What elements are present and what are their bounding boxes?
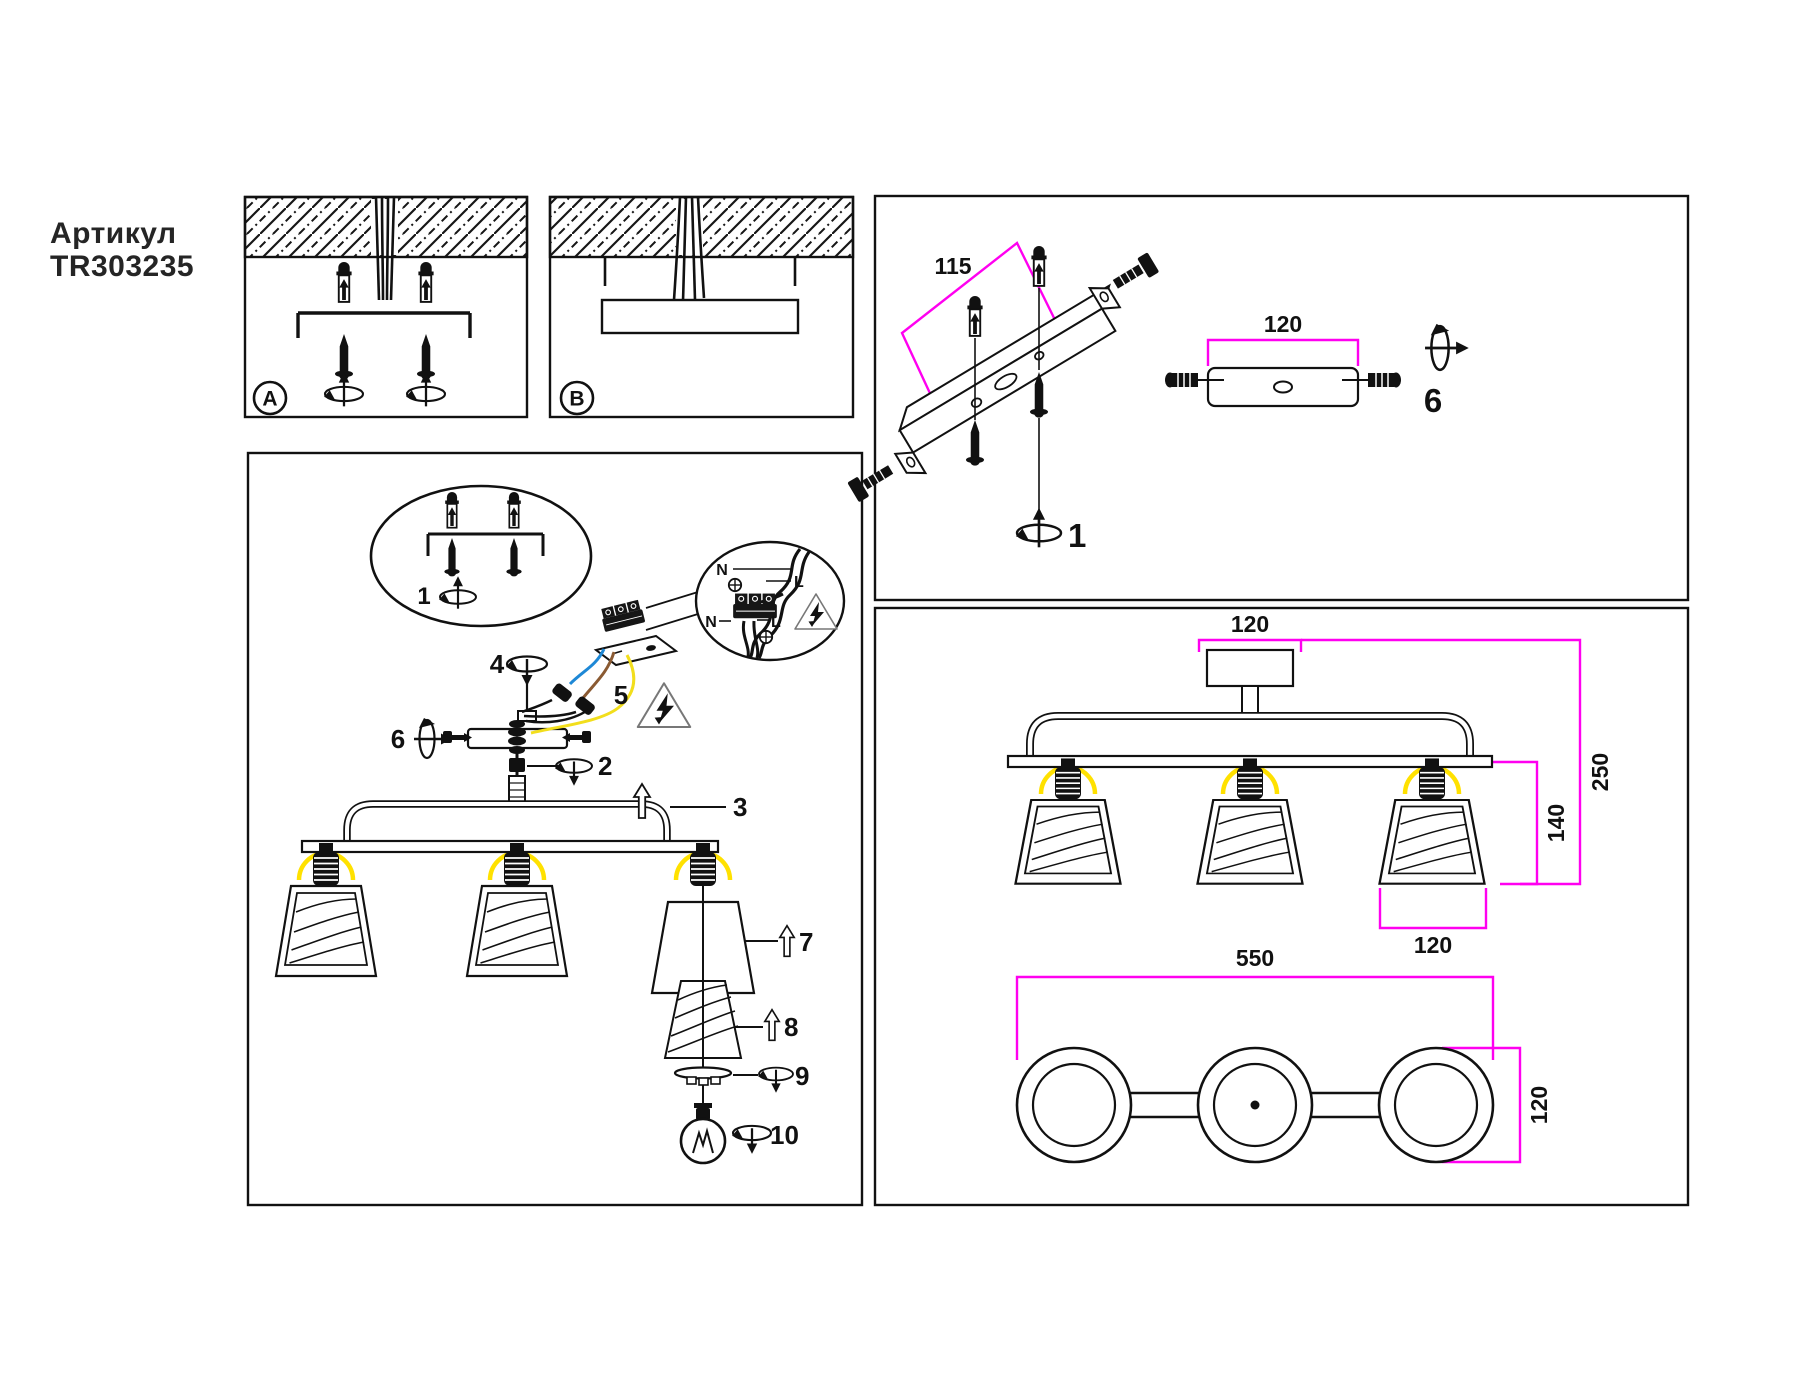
wiring-n-bottom: N: [705, 614, 717, 631]
bracket-step-label-6: 6: [1423, 382, 1443, 419]
lock-nut: [509, 758, 525, 772]
wall-plug-icon: [967, 296, 982, 336]
shade-plan-circle: [1198, 1048, 1312, 1162]
fixture-plan-view: [1017, 1048, 1493, 1162]
ground-screw-icon: [729, 579, 741, 591]
step-label-5: 5: [613, 680, 629, 710]
step-label-2: 2: [598, 751, 613, 781]
dim-250-label: 250: [1587, 752, 1613, 792]
dim-plan-120-label: 120: [1526, 1085, 1552, 1125]
wiring-l-bottom: L: [771, 614, 781, 631]
wall-plug-icon: [1031, 246, 1046, 286]
dim-140-label: 140: [1543, 803, 1569, 843]
article-title: [50, 217, 194, 283]
step-label-3: 3: [733, 792, 748, 822]
panel-a-label: A: [262, 387, 278, 411]
wiring-callout: [696, 542, 844, 660]
wiring-l-top: L: [794, 574, 804, 591]
panel-b: [550, 197, 853, 417]
step-label-10: 10: [770, 1120, 799, 1150]
dim-550-label: 550: [1235, 945, 1275, 971]
article-code: TR303235: [50, 250, 195, 283]
step-label-7: 7: [799, 927, 814, 957]
dim-120-bracket-label: 120: [1263, 311, 1303, 337]
step-label-1: 1: [417, 583, 431, 610]
dim-115-label: 115: [934, 253, 972, 279]
step-label-9: 9: [795, 1061, 810, 1091]
panel-a: [245, 197, 527, 417]
article-label: Артикул: [50, 217, 177, 250]
canopy: [1207, 650, 1293, 686]
mounted-bracket: [602, 300, 798, 333]
wall-plug-icon: [418, 262, 433, 302]
shade-plan-circle: [1017, 1048, 1131, 1162]
step-label-6: 6: [390, 724, 406, 754]
wiring-n-top: N: [716, 562, 728, 579]
bracket-panel: [825, 196, 1688, 600]
panel-b-label: B: [569, 387, 585, 411]
lampshade: [1016, 800, 1121, 884]
assembly-panel: [248, 453, 862, 1205]
lampshade: [1380, 800, 1485, 884]
wall-plug-icon: [445, 492, 459, 528]
wall-plug-icon: [336, 262, 351, 302]
neck: [1242, 686, 1258, 716]
bracket-step-label-1: 1: [1068, 517, 1087, 554]
center-hole: [1251, 1101, 1260, 1110]
lampshade: [276, 886, 376, 976]
dimensions-panel: [875, 608, 1688, 1205]
step-label-8: 8: [784, 1012, 799, 1042]
dim-canopy-120-label: 120: [1230, 611, 1270, 637]
wall-plug-icon: [507, 492, 521, 528]
step-label-4: 4: [489, 649, 505, 679]
lampshade: [1198, 800, 1303, 884]
lampshade: [467, 886, 567, 976]
balloon-step1: [371, 486, 591, 626]
ground-screw-icon: [760, 631, 772, 643]
dim-shade-120-label: 120: [1413, 932, 1453, 958]
shade-plan-circle: [1379, 1048, 1493, 1162]
